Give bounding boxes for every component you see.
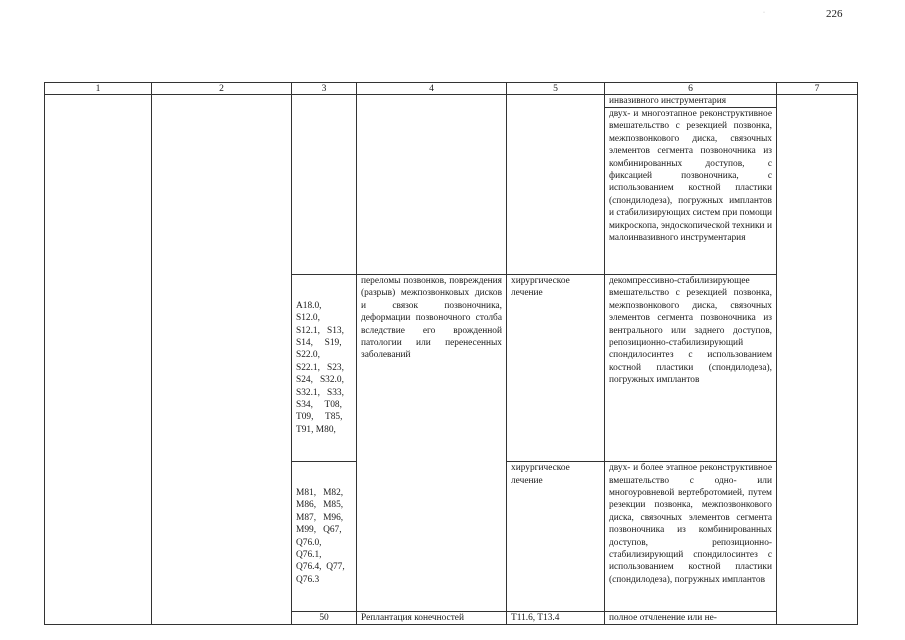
treatment-cell-empty (507, 95, 605, 275)
condition-cell: полное отчленение или не- (605, 611, 777, 624)
medical-care-table (44, 82, 858, 625)
page-number: 226 (826, 8, 843, 20)
number-cell: 50 (292, 611, 357, 624)
treatment-cell: хирургическое лечение (507, 275, 605, 462)
table-row (45, 95, 858, 108)
codes-cell-b: A18.0, S12.0, S12.1, S13, S14, S19, S22.0, S22.1, S23, S24, S32.0, S32.1, S33, S34, T08, T09, T85, T91, M80, (292, 275, 357, 462)
col-header-4: 4 (357, 83, 507, 95)
name-cell-empty (152, 95, 292, 625)
codes-cell-empty (292, 95, 357, 275)
codes-cell-c: M81, M82, M86, M85, M87, M96, M99, Q67, Q76.0, Q76.1, Q76.4, Q77, Q76.3 (292, 462, 357, 612)
condition-cell-empty (357, 95, 507, 275)
method-cell: двух- и многоэтапное реконструктивное вмешательство с резекцией позвонка, межпозвонкового диска, связочных элементов сегмента позвоночника из комбинированных доступов, с фиксацией позвоночника, с использованием костной пластики (спондилодеза), погружных имплантов и стабилизирующих систем при помощи микроскопа, эндоскопической техники и малоинвазивного инструментария (605, 108, 777, 275)
number-cell-empty (45, 95, 152, 625)
col-header-2: 2 (152, 83, 292, 95)
header-row (45, 83, 858, 95)
codes-cell: T11.6, T13.4 (507, 611, 605, 624)
method-cell: двух- и более этапное реконструктивное вмешательство с одно- или многоуровневой вертебротомией, путем резекции позвонка, межпозвонкового диска, связочных элементов сегмента позвоночника из комбинированных доступов, репозиционно-стабилизирующий спондилосинтез с использованием костной пластики (спондилодеза), погружных имплантов (605, 462, 777, 612)
name-cell: Реплантация конечностей (357, 611, 507, 624)
cost-cell-empty (777, 95, 858, 625)
col-header-7: 7 (777, 83, 858, 95)
method-fragment: инвазивного инструментария (605, 95, 777, 108)
col-header-1: 1 (45, 83, 152, 95)
method-cell: декомпрессивно-стабилизирующее вмешательство с резекцией позвонка, межпозвонкового диска, связочных элементов сегмента позвоночника из вентрального или заднего доступов, репозиционно-стабилизирующий спондилосинтез с использованием костной пластики (спондилодеза), погружных имплантов (605, 275, 777, 462)
scan-speck: · (763, 10, 765, 16)
treatment-cell: хирургическое лечение (507, 462, 605, 612)
condition-cell: переломы позвонков, повреждения (разрыв) межпозвонковых дисков и связок позвоночника, деформации позвоночного столба вследствие его врожденной патологии или перенесенных заболеваний (357, 275, 507, 612)
col-header-6: 6 (605, 83, 777, 95)
col-header-5: 5 (507, 83, 605, 95)
col-header-3: 3 (292, 83, 357, 95)
